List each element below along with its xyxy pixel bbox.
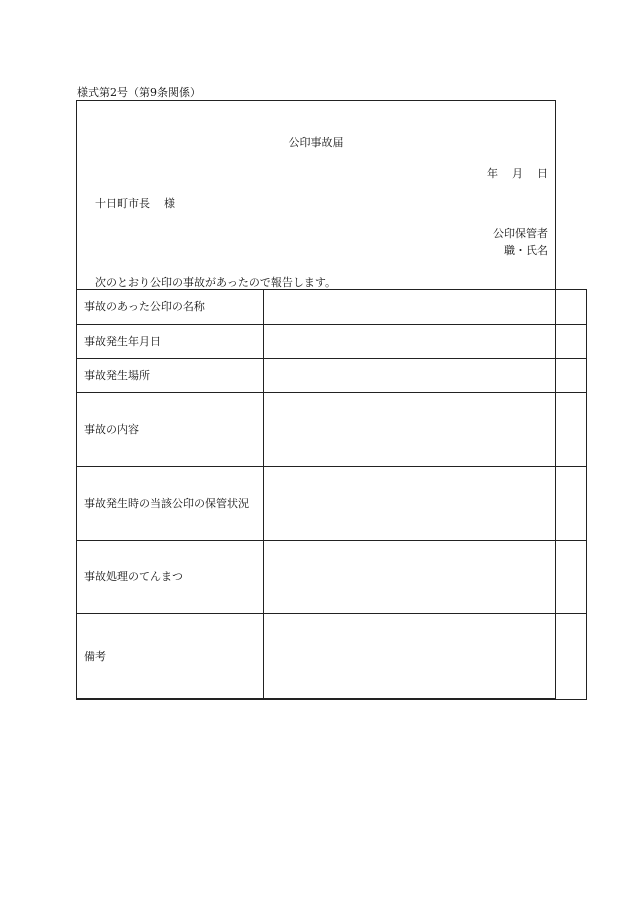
form-number: 様式第2号（第9条関係） [77,86,201,99]
date-year-label: 年 [487,167,498,180]
row-label: 備考 [77,614,264,700]
row-label: 事故のあった公印の名称 [77,290,264,325]
table-row [77,290,587,325]
seal-keeper-name-label: 職・氏名 [504,244,548,257]
date-day-label: 日 [537,167,548,180]
row-value-field[interactable] [264,541,587,614]
table-row [77,614,587,700]
row-label: 事故発生年月日 [77,325,264,359]
table-row [77,393,587,467]
row-value-field[interactable] [264,467,587,541]
table-row [77,467,587,541]
report-form [76,100,556,699]
row-value-field[interactable] [264,393,587,467]
row-value-field[interactable] [264,614,587,700]
row-value-field[interactable] [264,290,587,325]
table-row [77,359,587,393]
row-label: 事故処理のてんまつ [77,541,264,614]
document-title: 公印事故届 [288,136,344,149]
table-row [77,541,587,614]
date-month-label: 月 [512,167,523,180]
addressee-name: 十日町市長 [95,197,150,210]
intro-statement: 次のとおり公印の事故があったので報告します。 [95,276,337,289]
date-line [487,165,548,181]
seal-keeper-block [493,225,548,259]
row-label: 事故発生時の当該公印の保管状況 [77,467,264,541]
table-row [77,325,587,359]
seal-keeper-label: 公印保管者 [493,227,548,240]
addressee-honorific: 様 [164,197,175,210]
addressee [95,195,175,211]
row-label: 事故の内容 [77,393,264,467]
row-label: 事故発生場所 [77,359,264,393]
row-value-field[interactable] [264,359,587,393]
row-value-field[interactable] [264,325,587,359]
report-table [76,289,587,700]
